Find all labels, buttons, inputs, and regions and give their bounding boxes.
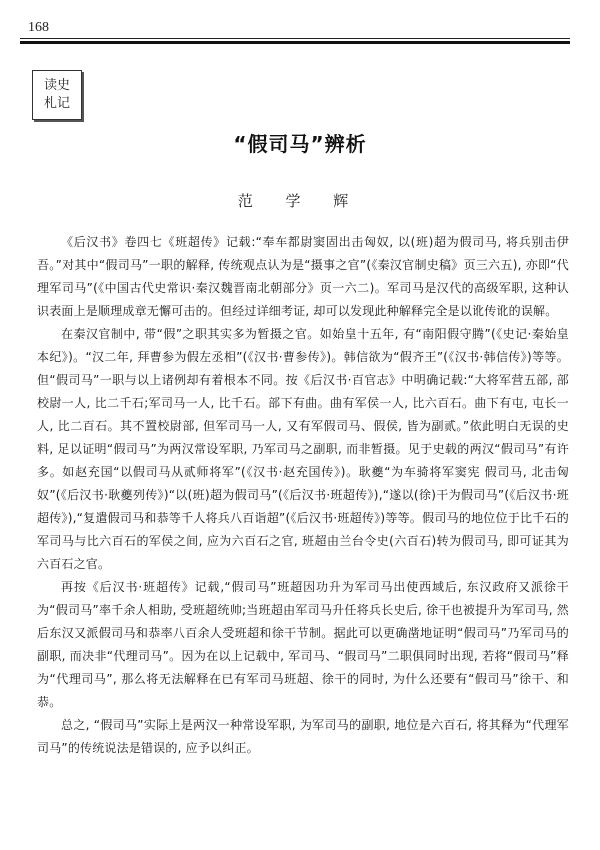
- paragraph-3: 再按《后汉书·班超传》记载,“假司马”班超因功升为军司马出使西域后, 东汉政府又派徐干为“假司马”率千余人相助, 受班超统帅;当班超由军司马升任将兵长史后, 徐干也被提升为军司马, 然后东汉又派假司马和恭率八百余人受班超和徐干节制。据此可以更确凿地证明“假司马”乃军司马的副职, 而决非“代理司马”。因为在以上记载中, 军司马、“假司马”二职俱同时出现, 若将“假司马”释为“代理司马”, 那么将无法解释在已有军司马班超、徐干的同时, 为什么还要有“假司马”徐干、和恭。: [37, 580, 569, 709]
- column-label-line-1: 读史: [43, 78, 70, 93]
- article-title: “假司马”辨析: [233, 132, 367, 156]
- paragraph-2: 在秦汉官制中, 带“假”之职其实多为暂摄之官。如始皇十五年, 有“南阳假守腾”(《史记·秦始皇本纪》)。“汉二年, 拜曹参为假左丞相”(《汉书·曹参传》)。韩信欲为“假齐王”(《汉书·韩信传》)等等。但“假司马”一职与以上诸例却有着根本不同。按《后汉书·百官志》中明确记载:“大将军营五部, 部校尉一人, 比二千石;军司马一人, 比千石。部下有曲。曲有军侯一人, 比六百石。曲下有屯, 屯长一人, 比二百石。其不置校尉部, 但军司马一人, 又有军假司马、假侯, 皆为副贰。”依此明白无误的史料, 足以证明“假司马”为两汉常设军职, 乃军司马之副职, 而非暂摄。见于史载的两汉“假司马”有许多。如赵充国“以假司马从贰师将军”(《汉书·赵充国传》)。耿夔“为车骑将军窦宪 假司马, 北击匈奴”(《后汉书·耿夔列传》)“以(班)超为假司马”(《后汉书·班超传》),“遂以(徐)干为假司马”(《后汉书·班超传》),“复遣假司马和恭等千人将兵八百诣超”(《后汉书·班超传》)等等。假司马的地位位于比千石的军司马与比六百石的军侯之间, 应为六百石之官, 班超由兰台令史(六百石)转为假司马, 即可证其为六百石之官。: [37, 327, 569, 571]
- paragraph-1: 《后汉书》卷四七《班超传》记载:“奉车都尉窦固出击匈奴, 以(班)超为假司马, 将兵别击伊吾。”对其中“假司马”一职的解释, 传统观点认为是“摄事之官”(《秦汉官制史稿》页三六五), 亦即“代理军司马”(《中国古代史常识·秦汉魏晋南北朝部分》页一六二)。军司马是汉代的高级军职, 这种认识表面上是顺理成章无懈可击的。但经过详细考证, 却可以发现此种解释完全是以讹传讹的误解。: [37, 235, 569, 318]
- column-label-line-2: 札记: [43, 96, 70, 111]
- header-rule-thick: [20, 41, 570, 44]
- page-number: 168: [28, 20, 49, 35]
- article-body: [37, 231, 569, 760]
- header-rule: [20, 38, 570, 39]
- column-label-box: [32, 70, 82, 120]
- paragraph-4: 总之, “假司马”实际上是两汉一种常设军职, 为军司马的副职, 地位是六百石, 将其释为“代理军司马”的传统说法是错误的, 应予以纠正。: [37, 718, 569, 755]
- article-author: 范 学 辉: [237, 192, 363, 210]
